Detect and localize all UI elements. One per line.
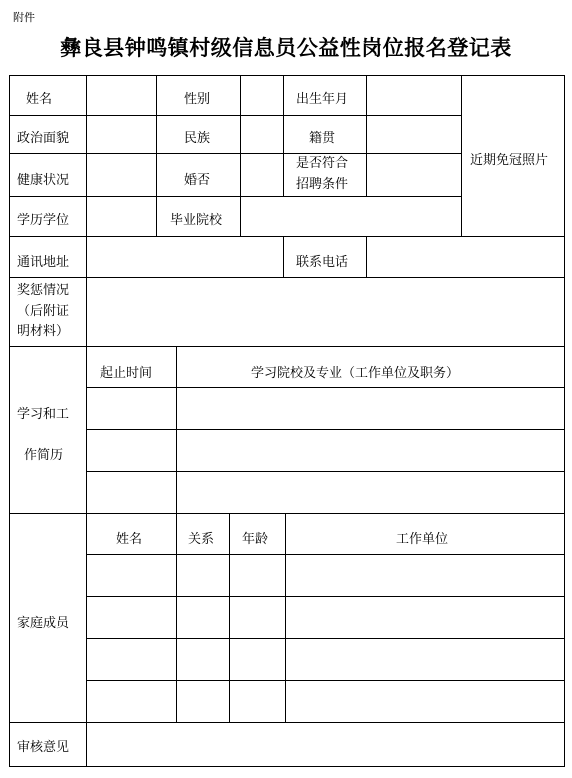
label-graduate-school: 毕业院校 (170, 213, 223, 228)
label-family: 家庭成员 (17, 616, 70, 631)
label-marital: 婚否 (184, 173, 211, 188)
attachment-label: 附件 (13, 11, 35, 24)
label-phone: 联系电话 (296, 255, 349, 270)
label-politics: 政治面貌 (17, 131, 70, 146)
label-name: 姓名 (26, 92, 53, 107)
label-resume-1: 学习和工 (17, 407, 70, 422)
label-gender: 性别 (184, 92, 211, 107)
label-relation: 关系 (188, 532, 215, 547)
label-family-name: 姓名 (116, 532, 143, 547)
label-work-unit: 工作单位 (396, 532, 449, 547)
label-health: 健康状况 (17, 173, 70, 188)
label-native-place: 籍贯 (309, 131, 336, 146)
label-birth: 出生年月 (296, 92, 349, 107)
label-photo: 近期免冠照片 (470, 153, 549, 168)
label-awards-3: 明材料） (17, 324, 70, 339)
label-period: 起止时间 (100, 366, 153, 381)
label-address: 通讯地址 (17, 255, 70, 270)
label-ethnicity: 民族 (184, 131, 211, 146)
label-education: 学历学位 (17, 213, 70, 228)
label-eligible-2: 招聘条件 (296, 177, 349, 192)
label-resume-2: 作简历 (24, 448, 64, 463)
label-eligible-1: 是否符合 (296, 156, 349, 171)
label-awards-1: 奖惩情况 (17, 283, 70, 298)
label-school-major: 学习院校及专业（工作单位及职务） (251, 366, 460, 381)
label-review: 审核意见 (17, 740, 70, 755)
label-awards-2: （后附证 (17, 304, 70, 319)
form-title: 彝良县钟鸣镇村级信息员公益性岗位报名登记表 (60, 35, 512, 60)
label-age: 年龄 (242, 532, 269, 547)
